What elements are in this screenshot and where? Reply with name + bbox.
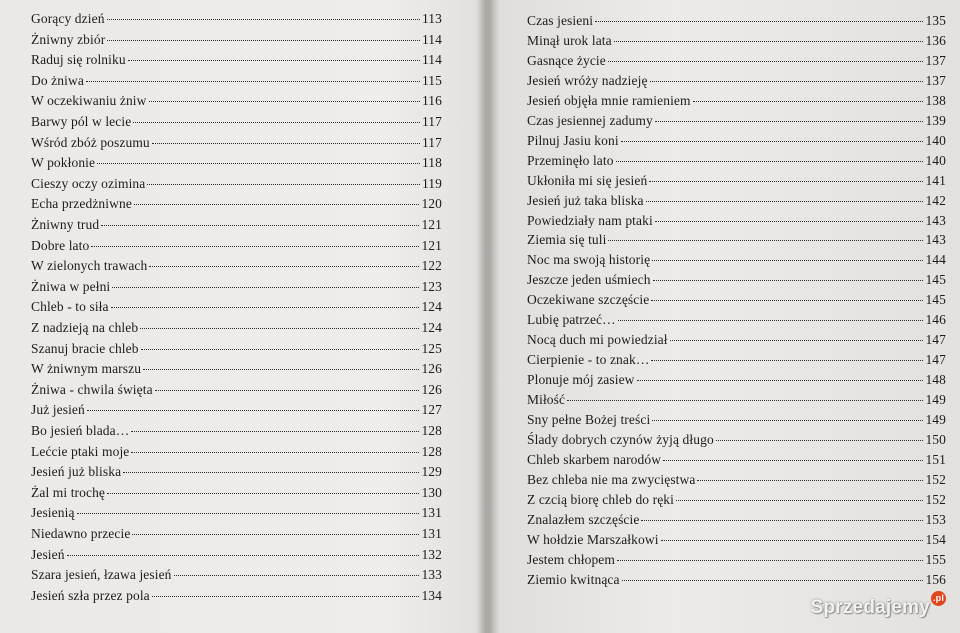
toc-entry-page-number: 128 bbox=[421, 443, 442, 459]
toc-entry-title: W oczekiwaniu żniw bbox=[31, 93, 147, 109]
toc-entry-title: Do żniwa bbox=[31, 72, 84, 88]
toc-entry-page-number: 155 bbox=[925, 551, 946, 567]
dot-leader bbox=[618, 320, 924, 321]
dot-leader bbox=[617, 560, 923, 561]
dot-leader bbox=[608, 240, 923, 241]
dot-leader bbox=[107, 493, 419, 494]
toc-entry bbox=[527, 551, 946, 569]
toc-entry bbox=[527, 52, 946, 70]
toc-entry-page-number: 129 bbox=[421, 464, 442, 480]
toc-entry bbox=[527, 92, 946, 110]
toc-entry-title: Echa przedżniwne bbox=[31, 196, 132, 212]
toc-entry-page-number: 140 bbox=[925, 152, 946, 168]
toc-entry-title: Oczekiwane szczęście bbox=[527, 292, 650, 308]
dot-leader bbox=[697, 480, 923, 481]
toc-entry-title: Chleb skarbem narodów bbox=[527, 451, 662, 467]
dot-leader bbox=[112, 287, 419, 288]
toc-entry-title: Ziemia się tuli bbox=[527, 232, 607, 248]
toc-entry-title: Cieszy oczy ozimina bbox=[31, 175, 146, 191]
toc-entry-page-number: 152 bbox=[925, 491, 946, 507]
toc-entry bbox=[527, 271, 946, 289]
toc-entry-page-number: 156 bbox=[925, 571, 946, 587]
toc-entry bbox=[31, 113, 442, 131]
dot-leader bbox=[152, 596, 420, 597]
toc-entry-page-number: 134 bbox=[421, 587, 442, 603]
toc-entry-title: Lećcie ptaki moje bbox=[31, 443, 130, 459]
toc-entry-page-number: 138 bbox=[925, 92, 946, 108]
toc-entry bbox=[527, 531, 946, 549]
toc-entry-page-number: 124 bbox=[421, 299, 442, 315]
toc-entry bbox=[31, 72, 442, 90]
dot-leader bbox=[143, 369, 419, 370]
toc-entry-page-number: 117 bbox=[421, 134, 442, 150]
toc-entry-title: Czas jesiennej zadumy bbox=[527, 112, 653, 128]
toc-entry-title: Żal mi trochę bbox=[31, 484, 106, 500]
toc-entry-page-number: 143 bbox=[925, 212, 946, 228]
toc-entry bbox=[527, 311, 946, 329]
toc-entry-title: Powiedziały nam ptaki bbox=[527, 212, 653, 228]
toc-entry bbox=[31, 319, 442, 337]
toc-entry-page-number: 149 bbox=[925, 412, 946, 427]
toc-entry bbox=[527, 511, 946, 529]
toc-entry bbox=[31, 381, 442, 399]
dot-leader bbox=[622, 580, 924, 581]
toc-entry-title: W hołdzie Marszałkowi bbox=[527, 531, 659, 547]
toc-entry-title: Dobre lato bbox=[31, 237, 90, 253]
dot-leader bbox=[97, 163, 420, 164]
toc-entry bbox=[31, 525, 442, 543]
toc-entry bbox=[31, 546, 442, 564]
toc-entry-title: Nocą duch mi powiedział bbox=[527, 332, 668, 348]
toc-entry-title: Już jesień bbox=[31, 402, 85, 418]
toc-entry bbox=[527, 12, 946, 30]
toc-entry-page-number: 151 bbox=[925, 451, 946, 467]
toc-entry bbox=[31, 92, 442, 110]
toc-entry-title: Ukłoniła mi się jesień bbox=[527, 172, 648, 188]
toc-entry bbox=[527, 451, 946, 469]
dot-leader bbox=[567, 400, 923, 401]
toc-entry-title: Jeszcze jeden uśmiech bbox=[527, 272, 651, 288]
toc-entry-page-number: 141 bbox=[925, 172, 946, 188]
dot-leader bbox=[652, 420, 923, 421]
dot-leader bbox=[152, 143, 420, 144]
dot-leader bbox=[101, 225, 419, 226]
toc-entry bbox=[31, 31, 442, 49]
toc-entry-title: W zielonych trawach bbox=[31, 258, 148, 274]
toc-entry-title: Bo jesień blada… bbox=[31, 423, 130, 438]
toc-entry-page-number: 131 bbox=[421, 526, 442, 541]
dot-leader bbox=[716, 440, 924, 441]
toc-entry bbox=[527, 331, 946, 349]
toc-entry bbox=[31, 257, 442, 275]
dot-leader bbox=[141, 349, 420, 350]
toc-entry-title: W pokłonie bbox=[31, 155, 96, 171]
toc-entry-page-number: 139 bbox=[925, 112, 946, 128]
toc-entry-title: Noc ma swoją historię bbox=[527, 252, 651, 268]
toc-entry-title: Jesienią bbox=[31, 505, 75, 521]
toc-entry bbox=[527, 132, 946, 150]
toc-entry bbox=[31, 237, 442, 255]
watermark-badge: .pl bbox=[931, 591, 946, 606]
toc-entry bbox=[527, 491, 946, 509]
toc-entry-page-number: 136 bbox=[925, 32, 946, 48]
toc-entry-title: Lubię patrzeć… bbox=[527, 312, 616, 328]
dot-leader bbox=[132, 534, 419, 535]
dot-leader bbox=[155, 390, 420, 391]
toc-entry-page-number: 132 bbox=[421, 546, 442, 562]
toc-entry-title: Szanuj bracie chleb bbox=[31, 340, 139, 356]
toc-entry bbox=[31, 154, 442, 172]
toc-entry-page-number: 146 bbox=[925, 312, 946, 328]
dot-leader bbox=[111, 307, 420, 308]
toc-entry bbox=[31, 216, 442, 234]
toc-entry-page-number: 148 bbox=[925, 372, 946, 388]
toc-entry-title: Bez chleba nie ma zwycięstwa bbox=[527, 471, 696, 487]
toc-entry-title: Ziemio kwitnąca bbox=[527, 571, 620, 587]
dot-leader bbox=[646, 201, 924, 202]
toc-entry bbox=[527, 152, 946, 170]
toc-entry bbox=[31, 195, 442, 213]
toc-entry-page-number: 137 bbox=[925, 72, 946, 88]
toc-entry-page-number: 118 bbox=[421, 155, 442, 171]
dot-leader bbox=[149, 266, 419, 267]
toc-entry bbox=[527, 291, 946, 309]
dot-leader bbox=[123, 472, 419, 473]
toc-entry bbox=[31, 360, 442, 378]
dot-leader bbox=[693, 101, 924, 102]
dot-leader bbox=[650, 81, 924, 82]
toc-entry bbox=[31, 463, 442, 481]
dot-leader bbox=[107, 19, 420, 20]
toc-entry-title: Szara jesień, łzawa jesień bbox=[31, 567, 172, 583]
toc-entry-title: Raduj się rolniku bbox=[31, 52, 126, 68]
dot-leader bbox=[655, 221, 924, 222]
toc-entry-page-number: 133 bbox=[421, 567, 442, 583]
dot-leader bbox=[131, 452, 419, 453]
toc-entry-page-number: 121 bbox=[421, 217, 442, 232]
toc-entry bbox=[31, 443, 442, 461]
toc-entry bbox=[31, 401, 442, 419]
toc-entry-page-number: 131 bbox=[421, 505, 442, 521]
toc-entry-page-number: 127 bbox=[421, 402, 442, 418]
dot-leader bbox=[149, 101, 420, 102]
toc-entry bbox=[527, 192, 946, 210]
dot-leader bbox=[641, 520, 923, 521]
toc-entry bbox=[527, 371, 946, 389]
dot-leader bbox=[140, 328, 419, 329]
toc-entry-title: Plonuje mój zasiew bbox=[527, 372, 635, 388]
toc-entry-page-number: 140 bbox=[925, 132, 946, 148]
toc-entry-title: Żniwny zbiór bbox=[31, 31, 106, 47]
toc-entry-title: Znalazłem szczęście bbox=[527, 511, 640, 527]
dot-leader bbox=[86, 81, 420, 82]
dot-leader bbox=[676, 500, 923, 501]
dot-leader bbox=[652, 260, 923, 261]
dot-leader bbox=[649, 181, 923, 182]
toc-entry-title: Miłość bbox=[527, 392, 566, 408]
toc-entry-page-number: 143 bbox=[925, 232, 946, 248]
toc-entry bbox=[527, 32, 946, 50]
dot-leader bbox=[637, 380, 924, 381]
toc-entry-page-number: 154 bbox=[925, 531, 946, 547]
toc-entry-page-number: 120 bbox=[421, 196, 442, 212]
toc-entry-page-number: 122 bbox=[421, 258, 442, 274]
toc-entry-title: Żniwa w pełni bbox=[31, 278, 111, 294]
toc-entry-title: Chleb - to siła bbox=[31, 299, 109, 315]
dot-leader bbox=[651, 360, 923, 361]
toc-entry-title: Sny pełne Bożej treści bbox=[527, 412, 651, 427]
dot-leader bbox=[134, 204, 420, 205]
toc-entry-page-number: 116 bbox=[421, 93, 442, 109]
toc-entry-title: Minął urok lata bbox=[527, 32, 612, 48]
book-gutter bbox=[478, 0, 500, 633]
dot-leader bbox=[67, 555, 420, 556]
toc-entry-title: Jesień objęła mnie ramieniem bbox=[527, 92, 691, 108]
toc-entry-page-number: 124 bbox=[421, 320, 442, 335]
dot-leader bbox=[77, 513, 420, 514]
dot-leader bbox=[133, 122, 420, 123]
toc-entry-page-number: 152 bbox=[925, 471, 946, 487]
dot-leader bbox=[174, 575, 420, 576]
toc-entry-page-number: 147 bbox=[925, 352, 946, 368]
toc-entry-title: Z czcią biorę chleb do ręki bbox=[527, 491, 675, 507]
dot-leader bbox=[614, 41, 924, 42]
toc-entry-title: Jesień już taka bliska bbox=[527, 192, 644, 208]
dot-leader bbox=[661, 540, 924, 541]
toc-entry bbox=[527, 231, 946, 249]
toc-entry-page-number: 147 bbox=[925, 332, 946, 348]
toc-entry-title: Żniwa - chwila święta bbox=[31, 381, 153, 397]
toc-entry-title: Jesień bbox=[31, 546, 65, 562]
toc-entry bbox=[31, 175, 442, 193]
dot-leader bbox=[595, 21, 923, 22]
dot-leader bbox=[651, 300, 923, 301]
dot-leader bbox=[616, 161, 924, 162]
toc-entry-page-number: 113 bbox=[421, 11, 442, 26]
toc-entry-title: Jesień wróży nadzieję bbox=[527, 72, 648, 88]
toc-entry-page-number: 149 bbox=[925, 392, 946, 408]
toc-entry-page-number: 153 bbox=[925, 511, 946, 527]
toc-entry bbox=[31, 504, 442, 522]
dot-leader bbox=[131, 431, 419, 432]
toc-entry-page-number: 145 bbox=[925, 272, 946, 288]
dot-leader bbox=[91, 246, 419, 247]
toc-entry-page-number: 125 bbox=[421, 340, 442, 356]
toc-entry-page-number: 114 bbox=[421, 52, 442, 68]
toc-entry-page-number: 117 bbox=[421, 114, 442, 129]
toc-entry-title: Cierpienie - to znak… bbox=[527, 352, 650, 368]
toc-entry bbox=[527, 112, 946, 130]
toc-entry-title: Pilnuj Jasiu koni bbox=[527, 132, 619, 148]
toc-entry-title: Niedawno przecie bbox=[31, 526, 131, 541]
dot-leader bbox=[147, 184, 420, 185]
toc-entry-page-number: 126 bbox=[421, 381, 442, 397]
toc-entry-title: W żniwnym marszu bbox=[31, 361, 142, 377]
toc-entry-page-number: 115 bbox=[421, 72, 442, 88]
toc-entry-title: Żniwny trud bbox=[31, 217, 100, 232]
toc-entry bbox=[527, 391, 946, 409]
toc-entry-page-number: 150 bbox=[925, 431, 946, 447]
toc-entry bbox=[527, 172, 946, 190]
toc-entry bbox=[31, 134, 442, 152]
toc-entry-page-number: 126 bbox=[421, 361, 442, 377]
toc-entry bbox=[31, 587, 442, 605]
dot-leader bbox=[87, 410, 420, 411]
toc-entry-page-number: 144 bbox=[925, 252, 946, 268]
toc-entry bbox=[31, 484, 442, 502]
toc-entry-page-number: 137 bbox=[925, 52, 946, 68]
toc-entry-page-number: 130 bbox=[421, 484, 442, 500]
toc-entry bbox=[31, 566, 442, 584]
dot-leader bbox=[655, 121, 924, 122]
toc-entry-title: Z nadzieją na chleb bbox=[31, 320, 139, 335]
toc-entry bbox=[527, 411, 946, 429]
dot-leader bbox=[128, 60, 420, 61]
toc-entry bbox=[527, 471, 946, 489]
toc-entry-title: Barwy pól w lecie bbox=[31, 114, 132, 129]
toc-entry-page-number: 135 bbox=[925, 13, 946, 28]
dot-leader bbox=[621, 141, 924, 142]
toc-entry-page-number: 114 bbox=[421, 31, 442, 47]
toc-entry bbox=[527, 571, 946, 589]
toc-entry-title: Jestem chłopem bbox=[527, 551, 616, 567]
toc-entry-title: Wśród zbóż poszumu bbox=[31, 134, 150, 150]
toc-entry bbox=[31, 10, 442, 28]
toc-entry bbox=[527, 212, 946, 230]
toc-entry-title: Ślady dobrych czynów żyją długo bbox=[527, 431, 714, 447]
toc-entry bbox=[527, 351, 946, 369]
toc-entry-title: Jesień szła przez pola bbox=[31, 587, 150, 603]
dot-leader bbox=[670, 340, 924, 341]
toc-entry bbox=[527, 251, 946, 269]
toc-entry bbox=[527, 72, 946, 90]
toc-entry-title: Przeminęło lato bbox=[527, 152, 614, 168]
toc-entry bbox=[31, 422, 442, 440]
toc-entry bbox=[31, 340, 442, 358]
toc-entry-title: Gorący dzień bbox=[31, 11, 105, 26]
watermark-text: Sprzedajemy bbox=[810, 597, 930, 618]
dot-leader bbox=[107, 40, 420, 41]
dot-leader bbox=[608, 61, 924, 62]
toc-entry-title: Gasnące życie bbox=[527, 52, 606, 68]
dot-leader bbox=[653, 280, 924, 281]
toc-entry-page-number: 119 bbox=[421, 175, 442, 191]
toc-entry bbox=[31, 298, 442, 316]
dot-leader bbox=[663, 460, 923, 461]
toc-entry-page-number: 123 bbox=[421, 278, 442, 294]
toc-entry-page-number: 142 bbox=[925, 192, 946, 208]
toc-entry-title: Czas jesieni bbox=[527, 13, 594, 28]
toc-entry bbox=[527, 431, 946, 449]
toc-entry-page-number: 121 bbox=[421, 237, 442, 253]
toc-entry-page-number: 128 bbox=[421, 423, 442, 438]
toc-entry bbox=[31, 278, 442, 296]
sprzedajemy-watermark bbox=[810, 593, 946, 619]
toc-entry bbox=[31, 51, 442, 69]
toc-entry-title: Jesień już bliska bbox=[31, 464, 122, 480]
toc-entry-page-number: 145 bbox=[925, 292, 946, 308]
